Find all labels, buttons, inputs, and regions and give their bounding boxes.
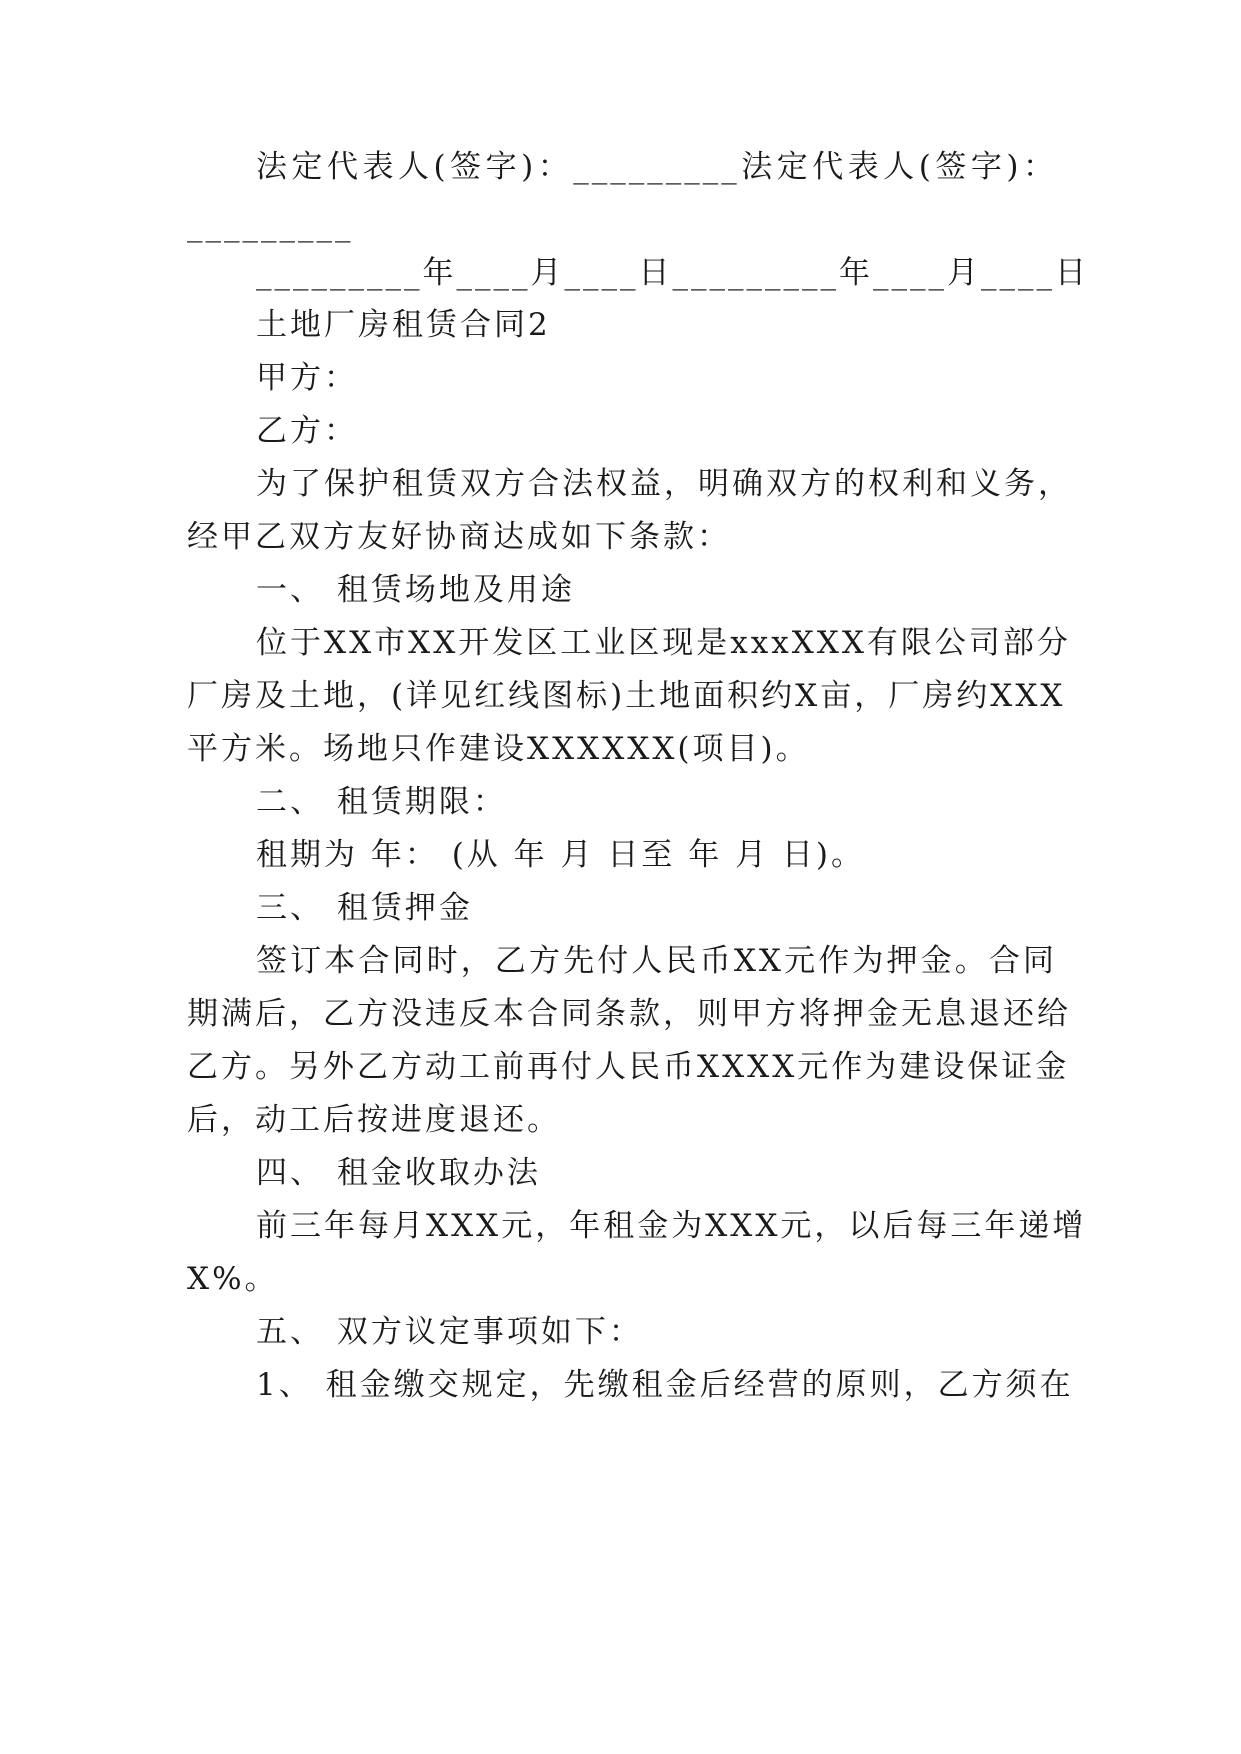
party-a-label: 甲方： bbox=[256, 360, 358, 396]
section-heading-5: 五、 双方议定事项如下： bbox=[256, 1314, 643, 1350]
section-3-line-1: 签订本合同时，乙方先付人民币XX元作为押金。合同 bbox=[256, 943, 1057, 979]
preamble-line-1: 为了保护租赁双方合法权益，明确双方的权利和义务， bbox=[256, 466, 1072, 502]
section-heading-3: 三、 租赁押金 bbox=[256, 890, 473, 926]
section-1-line-3: 平方米。场地只作建设XXXXXX(项目)。 bbox=[187, 731, 810, 767]
contract-title: 土地厂房租赁合同2 bbox=[256, 307, 551, 343]
signature-blank: _________ bbox=[187, 207, 354, 243]
date-line: _________年____月____日_________年____月____日 bbox=[256, 255, 1089, 291]
section-1-line-2: 厂房及土地，(详见红线图标)土地面积约X亩，厂房约XXX bbox=[187, 678, 1066, 714]
section-heading-2: 二、 租赁期限： bbox=[256, 784, 507, 820]
section-heading-1: 一、 租赁场地及用途 bbox=[256, 572, 575, 608]
section-1-line-1: 位于XX市XX开发区工业区现是xxxXXX有限公司部分 bbox=[256, 625, 1071, 661]
signature-line: 法定代表人(签字)：_________法定代表人(签字)： bbox=[256, 149, 1057, 185]
section-3-line-4: 后，动工后按进度退还。 bbox=[187, 1102, 561, 1138]
party-b-label: 乙方： bbox=[256, 413, 358, 449]
preamble-line-2: 经甲乙双方友好协商达成如下条款： bbox=[187, 519, 731, 555]
section-4-line-1: 前三年每月XXX元，年租金为XXX元，以后每三年递增 bbox=[256, 1208, 1087, 1244]
section-3-line-3: 乙方。另外乙方动工前再付人民币XXXX元作为建设保证金 bbox=[187, 1049, 1070, 1085]
section-5-item-1-line-1: 1、 租金缴交规定，先缴租金后经营的原则，乙方须在 bbox=[256, 1367, 1074, 1403]
section-4-line-2: X%。 bbox=[187, 1261, 279, 1297]
section-2-line-1: 租期为 年： (从 年 月 日至 年 月 日)。 bbox=[256, 837, 866, 873]
section-heading-4: 四、 租金收取办法 bbox=[256, 1155, 541, 1191]
section-3-line-2: 期满后，乙方没违反本合同条款，则甲方将押金无息退还给 bbox=[187, 996, 1071, 1032]
